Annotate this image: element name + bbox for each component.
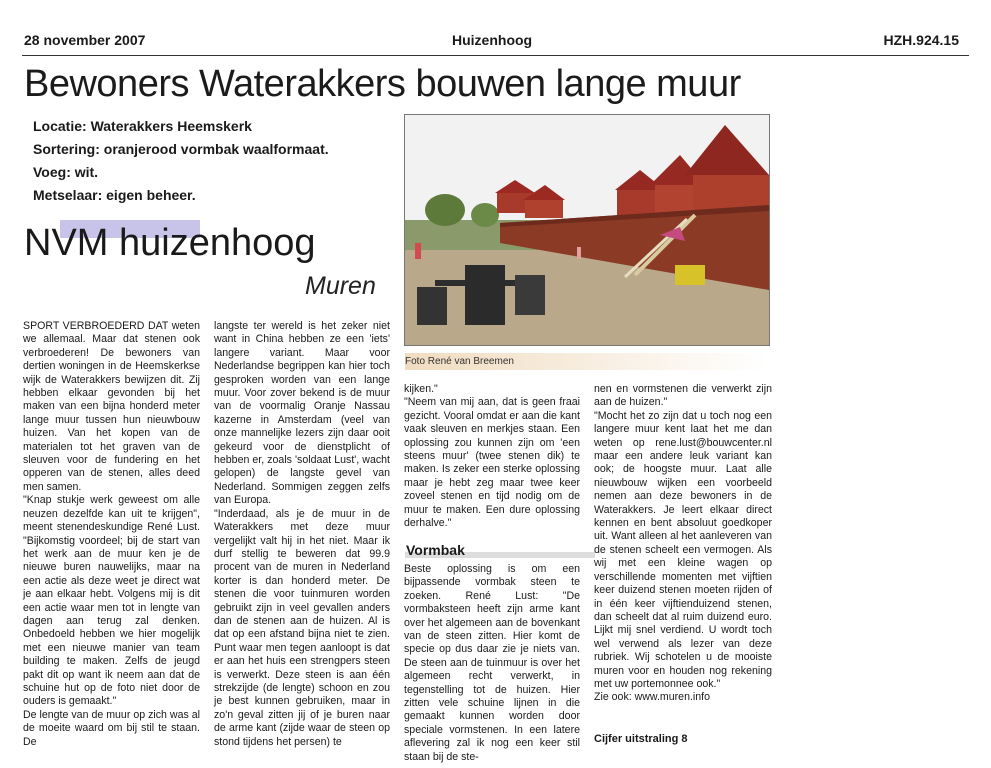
paragraph: "Inderdaad, als je de muur in de Waterakkers met deze muur vergelijkt valt hij in het niet. Maar ik durf stellig te beweren dat 99.9 procent van de muren in Nederland korter is dan honderd meter. De stenen die voor tuinmuren worden gebruikt zijn in veel gevallen anders dan de stenen aan de huizen. Al is dat op een afstand bijna niet te zien. Punt waar men tegen aanloopt is dat er aan het huis een strengpers steen is verwerkt. Deze steen is aan één strekzijde (de lengte) schoon en zou je best kunnen gebruiken, maar in zo'n geval zitten jij of je buren naar de arme kant (zijde waar de steen op stond tijdens het persen) te xyxy=(214,507,390,748)
article-photo xyxy=(404,114,770,346)
paragraph: SPORT VERBROEDERD DAT weten we allemaal. Maar dat stenen ook verbroederen! De bewoners van dertien woningen in de Heemskerkse wijk de Waterakkers bewijzen dit. Zij hebben elkaar gevonden bij het maken van een bijna honderd meter lange muur tussen hun nieuwbouw huizen. Van het kopen van de materialen tot het graven van de sleuven voor de fundering en het opperen van de stenen, alles deed men samen. xyxy=(23,320,200,493)
column-3-bottom xyxy=(404,563,580,764)
issue-date: 28 november 2007 xyxy=(24,32,146,48)
appearance-rating: Cijfer uitstraling 8 xyxy=(594,733,688,745)
article-title: Bewoners Waterakkers bouwen lange muur xyxy=(24,63,741,105)
paragraph: Zie ook: www.muren.info xyxy=(594,691,710,704)
paragraph: "Neem van mij aan, dat is geen fraai gezicht. Vooral omdat er aan die kant vaak sleuven en merkjes staan. Een oplossing zou kunnen zijn om 'een steens muur' (twee stenen dik) te maken. Is zeker een sterke oplossing maar je hebt zeg maar twee keer zoveel stenen en tijd nodig om de muur te maken. Een dure oplossing derhalve." xyxy=(404,396,580,530)
meta-mason: Metselaar: eigen beheer. xyxy=(33,187,196,203)
column-2 xyxy=(214,320,390,749)
paragraph: Beste oplossing is om een bijpassende vormbak steen te zoeken. René Lust: "De vormbaksteen heeft zijn arme kant over het algemeen aan de bovenkant van de steen zitten. Hier komt de specie op dus daar zie je niets van. De steen aan de tuinmuur is over het algemeen recht verwerkt, in tegenstelling tot de huizen. Hier zitten vele schuine lijnen in die gemaakt kunnen worden door speciale vormstenen. In een latere aflevering zal ik nog een keer stil staan bij de ste- xyxy=(404,563,580,763)
paragraph: "Knap stukje werk geweest om alle neuzen dezelfde kan uit te krijgen", meent stenendeskundige René Lust. "Bijkomstig voordeel; bij de start van het werk aan de muur ken je de nieuwe buren nauwelijks, maar na een actie als deze weet je direct wat je aan elkaar hebt. Volgens mij is dit een actie waar men tot in lengte van dagen aan terug zal denken. Onbedoeld hebben we hier mogelijk met een nieuwe manier van team building te maken. Zelfs de jeugd pakt dit op want ik neem aan dat de schuine hut op de foto niet door de ouders is gemaakt." xyxy=(23,494,200,708)
column-1 xyxy=(23,320,200,749)
header-rule xyxy=(22,55,969,56)
paragraph: De lengte van de muur op zich was al de moeite waard om bij stil te staan. De xyxy=(23,708,200,748)
subsection-title: Muren xyxy=(305,272,376,300)
section-name: Huizenhoog xyxy=(452,32,533,48)
column-3-top xyxy=(404,383,580,530)
brand-title: NVM huizenhoog xyxy=(24,222,316,264)
meta-sorting: Sortering: oranjerood vormbak waalformaat. xyxy=(33,141,329,157)
photo-caption: Foto René van Breemen xyxy=(405,353,767,370)
paragraph: kijken." xyxy=(404,383,438,395)
subheading-vormbak: Vormbak xyxy=(406,542,465,558)
photo-illustration xyxy=(405,115,769,345)
page-code: HZH.924.15 xyxy=(883,32,959,48)
meta-joint: Voeg: wit. xyxy=(33,164,99,180)
paragraph: langste ter wereld is het zeker niet want in China hebben ze een 'iets' langere variant. Maar voor Nederlandse begrippen kan hier toch gesproken worden van een lange muur. Voor zover bekend is de muur van de voormalig Oranje Nassau kazerne in Amsterdam (veel van onze mannelijke lezers zijn daar ooit gekeurd voor de dienstplicht of hebben er, zoals 'soldaat Lust', wacht gelopen) de langste gevel van Nederland. Sommigen zeggen zelfs van Europa. xyxy=(214,320,390,507)
column-4 xyxy=(594,383,772,705)
paragraph: "Mocht het zo zijn dat u toch nog een langere muur kent laat het me dan weten op rene.lust@bouwcenter.nl maar een andere leuk variant kan ook; de hoogste muur. Laat alle nieuwbouw wijken een voorbeeld nemen aan deze bewoners in de Waterakkers. Je leert elkaar direct kennen en bent absoluut goedkoper uit. Want alleen al het aanleveren van de stenen scheelt een vermogen. Als wij met een kleine wagen op verschillende momenten met vijftien keer duizend stenen moeten rijden of in één keer vijftienduizend stenen, dan scheelt dat al ruim duizend euro. Lijkt mij snel verdiend. U wordt toch wel verwend als lezer van deze rubriek. Wij schotelen u de mooiste muren voor en houden nog rekening met uw portemonnee ook." xyxy=(594,409,772,690)
meta-location: Locatie: Waterakkers Heemskerk xyxy=(33,118,252,134)
paragraph: nen en vormstenen die verwerkt zijn aan de huizen." xyxy=(594,383,772,409)
